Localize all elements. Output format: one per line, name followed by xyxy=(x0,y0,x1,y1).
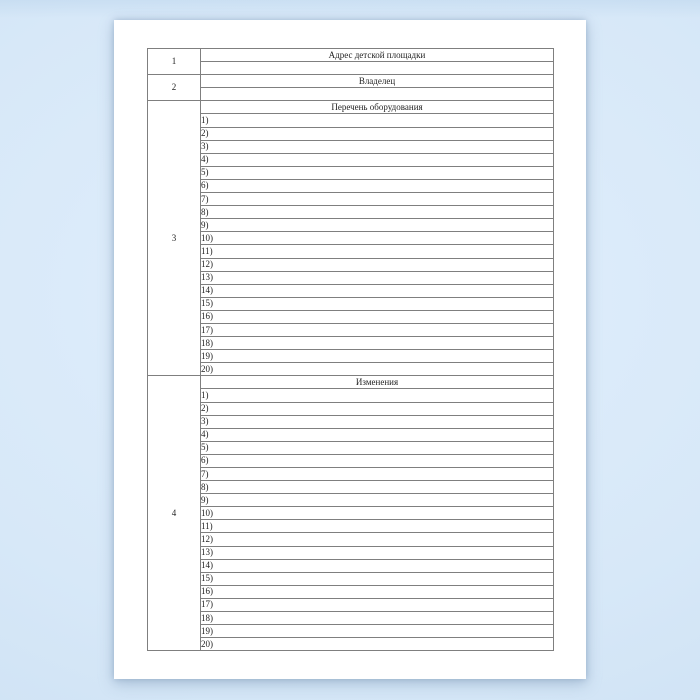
item-number-cell: 12) xyxy=(201,258,554,271)
item-number-cell: 17) xyxy=(201,598,554,611)
section-header: Перечень оборудования xyxy=(201,101,554,114)
item-row xyxy=(148,389,554,402)
item-number-cell: 20) xyxy=(201,638,554,651)
section-row xyxy=(148,75,554,88)
item-row xyxy=(148,153,554,166)
item-number-cell: 3) xyxy=(201,140,554,153)
section-row xyxy=(148,376,554,389)
item-row xyxy=(148,546,554,559)
item-row xyxy=(148,206,554,219)
item-number-cell: 18) xyxy=(201,612,554,625)
item-number-cell: 10) xyxy=(201,507,554,520)
item-row xyxy=(148,572,554,585)
item-number-cell: 2) xyxy=(201,402,554,415)
item-row xyxy=(148,468,554,481)
empty-row xyxy=(148,88,554,101)
item-number-cell: 15) xyxy=(201,297,554,310)
document-page xyxy=(114,20,586,679)
item-number-cell: 8) xyxy=(201,481,554,494)
item-number-cell: 19) xyxy=(201,350,554,363)
item-row xyxy=(148,402,554,415)
item-row xyxy=(148,481,554,494)
item-row xyxy=(148,219,554,232)
item-number-cell: 4) xyxy=(201,428,554,441)
item-row xyxy=(148,585,554,598)
item-row xyxy=(148,494,554,507)
item-row xyxy=(148,507,554,520)
item-row xyxy=(148,140,554,153)
section-row xyxy=(148,49,554,62)
item-row xyxy=(148,310,554,323)
item-row xyxy=(148,166,554,179)
item-number-cell: 12) xyxy=(201,533,554,546)
item-number-cell: 14) xyxy=(201,559,554,572)
item-row xyxy=(148,114,554,127)
item-row xyxy=(148,612,554,625)
item-number-cell: 4) xyxy=(201,153,554,166)
item-number-cell: 13) xyxy=(201,546,554,559)
item-number-cell: 9) xyxy=(201,219,554,232)
item-number-cell: 10) xyxy=(201,232,554,245)
item-row xyxy=(148,350,554,363)
item-number-cell: 16) xyxy=(201,310,554,323)
item-number-cell: 19) xyxy=(201,625,554,638)
item-number-cell: 15) xyxy=(201,572,554,585)
item-number-cell: 13) xyxy=(201,271,554,284)
item-row xyxy=(148,415,554,428)
item-number-cell: 14) xyxy=(201,284,554,297)
item-number-cell: 1) xyxy=(201,389,554,402)
item-row xyxy=(148,337,554,350)
item-number-cell: 9) xyxy=(201,494,554,507)
item-number-cell: 6) xyxy=(201,454,554,467)
item-row xyxy=(148,428,554,441)
item-row xyxy=(148,193,554,206)
item-row xyxy=(148,363,554,376)
section-number: 1 xyxy=(148,49,201,75)
section-row xyxy=(148,101,554,114)
item-number-cell: 7) xyxy=(201,468,554,481)
item-row xyxy=(148,598,554,611)
item-number-cell: 8) xyxy=(201,206,554,219)
section-header: Изменения xyxy=(201,376,554,389)
item-number-cell: 11) xyxy=(201,520,554,533)
item-number-cell: 5) xyxy=(201,166,554,179)
item-row xyxy=(148,245,554,258)
table-body xyxy=(148,49,554,651)
item-row xyxy=(148,441,554,454)
section-number: 4 xyxy=(148,376,201,651)
item-number-cell: 20) xyxy=(201,363,554,376)
item-row xyxy=(148,625,554,638)
item-row xyxy=(148,297,554,310)
item-row xyxy=(148,127,554,140)
item-number-cell: 18) xyxy=(201,337,554,350)
item-row xyxy=(148,454,554,467)
item-row xyxy=(148,179,554,192)
item-row xyxy=(148,638,554,651)
item-number-cell: 11) xyxy=(201,245,554,258)
section-header: Адрес детской площадки xyxy=(201,49,554,62)
item-number-cell: 3) xyxy=(201,415,554,428)
empty-cell xyxy=(201,62,554,75)
section-number: 2 xyxy=(148,75,201,101)
item-row xyxy=(148,232,554,245)
item-row xyxy=(148,271,554,284)
empty-row xyxy=(148,62,554,75)
playground-passport-table xyxy=(147,48,554,651)
item-row xyxy=(148,520,554,533)
item-number-cell: 5) xyxy=(201,441,554,454)
item-number-cell: 2) xyxy=(201,127,554,140)
item-row xyxy=(148,559,554,572)
item-number-cell: 16) xyxy=(201,585,554,598)
item-row xyxy=(148,323,554,336)
item-row xyxy=(148,284,554,297)
item-row xyxy=(148,533,554,546)
section-number: 3 xyxy=(148,101,201,376)
section-header: Владелец xyxy=(201,75,554,88)
item-number-cell: 7) xyxy=(201,193,554,206)
item-row xyxy=(148,258,554,271)
empty-cell xyxy=(201,88,554,101)
item-number-cell: 6) xyxy=(201,179,554,192)
item-number-cell: 17) xyxy=(201,323,554,336)
item-number-cell: 1) xyxy=(201,114,554,127)
